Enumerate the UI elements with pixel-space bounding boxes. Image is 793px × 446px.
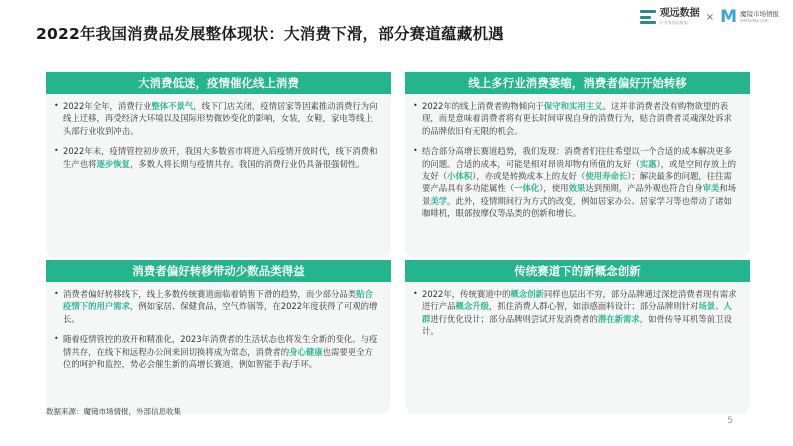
panel-body (405, 282, 750, 414)
body-text: 、 (715, 301, 724, 312)
panel-concept-innovation (405, 260, 750, 414)
body-text: 消费者偏好转移线下，线上多数传统赛道面临着销售下滑的趋势，而少部分品类 (63, 289, 357, 299)
body-text: 达到预期，产品外观也符合自身 (585, 183, 703, 194)
bullet-text (422, 145, 740, 219)
page-number: 5 (727, 416, 733, 426)
panel-consumption-downturn (46, 72, 391, 258)
guanyuan-logo (640, 9, 700, 25)
bullet-item (54, 288, 381, 325)
highlight-text: 实惠 (639, 158, 657, 169)
body-text: ），或是空间存放上的友好（ (422, 158, 737, 182)
bullet-dot-icon: • (413, 101, 418, 110)
bullet-dot-icon: • (54, 101, 59, 110)
panel-body (46, 282, 391, 414)
highlight-text: 效果 (568, 183, 586, 194)
body-text: ），使用 (539, 183, 569, 194)
guanyuan-logo-tagline: 让业务用起数据 (659, 20, 688, 25)
guanyuan-logo-name: 观远数据 (659, 8, 700, 19)
bullet-dot-icon: • (54, 334, 59, 344)
body-text: 2022年全年，消费行业 (63, 101, 152, 111)
bullet-text (63, 333, 381, 370)
bullet-item (413, 145, 740, 219)
bullet-dot-icon: • (54, 289, 59, 298)
mojing-logo-icon: M (720, 6, 737, 27)
panel-body (405, 94, 750, 258)
body-text: 随着疫情管控的放开和精准化，2023年消费者的生活状态也将发生全新的变化。与疫情共存，在线下和远程办公间来回切换将成为常态，消费者的 (63, 334, 378, 357)
bullet-text (63, 145, 381, 170)
highlight-text: 贴合疫情下的用户需求 (63, 289, 373, 312)
highlight-text: 审美 (702, 183, 720, 194)
highlight-text: 逐步恢复 (96, 158, 130, 169)
body-text: ，多数人将长期与疫情共存。我国的消费行业仍具备很强韧性。 (130, 158, 365, 169)
body-text: 2022年的线上消费者购物倾向于 (422, 101, 544, 111)
mojing-logo (720, 6, 779, 27)
bullet-item (413, 288, 740, 338)
highlight-text: 使用寿命长 (585, 171, 628, 182)
bullet-dot-icon: • (413, 289, 418, 298)
bullet-item (54, 145, 381, 170)
panel-header: 线上多行业消费萎缩，消费者偏好开始转移 (405, 72, 750, 94)
body-text: ，抓住消费人群心智，如添感面料设计；部分品牌则针对 (489, 301, 699, 312)
highlight-text: 人群 (422, 301, 732, 324)
body-text: ，如骨传导耳机等前卫设计。 (422, 313, 732, 337)
highlight-text: 身心健康 (289, 346, 323, 357)
body-text: ，例如家居、保健食品，空气炸锅等，在2022年度获得了可观的增长。 (63, 301, 378, 324)
highlight-text: 小体积 (447, 171, 473, 182)
bullet-text (422, 288, 740, 338)
highlight-text: 整体不景气 (151, 101, 194, 111)
body-text: 进行优化设计；部分品牌则尝试开发消费者的 (430, 313, 598, 324)
mojing-logo-name: 魔镜市场情报 (740, 9, 779, 18)
panel-header: 大消费低迷，疫情催化线上消费 (46, 72, 391, 94)
body-text: 。这并非消费者没有购物欲望的表现，而是意味着消费者将有更长时间审视自身的消费行为，贴合消费者灵魂深处诉求的品牌依旧有无限的机会。 (422, 101, 732, 136)
bullet-dot-icon: • (413, 146, 418, 156)
body-text: 2022年，传统赛道中的 (422, 289, 511, 299)
bullet-text (63, 100, 381, 137)
bullet-dot-icon: • (54, 146, 59, 156)
highlight-text: 潜在新需求 (597, 313, 640, 324)
body-text: ，线下门店关闭，疫情居家等因素推动消费行为向线上迁移，再受经济大环境以及国际形势微妙变化的影响，女装，女鞋，家电等线上头部行业收到冲击。 (63, 101, 378, 136)
body-text: ），亦或是转换成本上的友好（ (472, 171, 586, 182)
highlight-text: 概念升级 (455, 301, 489, 312)
highlight-text: 一体化 (514, 183, 540, 194)
highlight-text: 概念创新 (510, 289, 544, 299)
body-text: 2022年末，疫情管控初步放开，我国大多数省市将进入后疫情开放时代，线下消费和生产也将 (63, 146, 378, 169)
panel-header: 传统赛道下的新概念创新 (405, 260, 750, 282)
bullet-text (422, 100, 740, 137)
body-text: 。此外，疫情期间行为方式的改变，例如居家办公、居家学习等也带动了诸如咖啡机，眼部按摩仪等品类的创新和增长。 (422, 195, 732, 219)
bullet-text (63, 288, 381, 325)
bullet-item (413, 100, 740, 137)
logo-separator: × (705, 11, 715, 23)
bullet-item (54, 333, 381, 370)
panel-body (46, 94, 391, 258)
highlight-text: 美学 (430, 195, 448, 206)
bullet-item (54, 100, 381, 137)
body-text: ）；解决最多的问题，往往需要产品具有多功能属性（ (422, 171, 732, 194)
highlight-text: 场景 (698, 301, 716, 312)
highlight-text: 保守和实用主义 (543, 101, 603, 111)
body-text: 同样也层出不穷，部分品牌通过深挖消费者现有需求进行产品 (422, 289, 737, 312)
body-text: 结合部分高增长赛道趋势，我们发现：消费者们往往希望以一个合适的成本解决更多的问题。合适的成本，可能是相对昂贵却物有所值的友好（ (422, 146, 732, 169)
page-title: 2022年我国消费品发展整体现状：大消费下滑，部分赛道蕴藏机遇 (36, 25, 504, 43)
mojing-logo-url: mktindex.com (740, 18, 769, 24)
logo-group (640, 5, 779, 29)
panel-header: 消费者偏好转移带动少数品类得益 (46, 260, 391, 282)
guanyuan-logo-icon (640, 10, 656, 24)
panel-online-shrink (405, 72, 750, 258)
body-text: 也需要更全方位的呵护和监控，势必会催生新的高增长赛道，例如智能手表/手环。 (63, 346, 373, 370)
body-text: 和场景 (422, 183, 737, 206)
panel-preference-shift (46, 260, 391, 414)
data-source-note: 数据来源：魔镜市场情报，外部信息收集 (46, 407, 181, 416)
